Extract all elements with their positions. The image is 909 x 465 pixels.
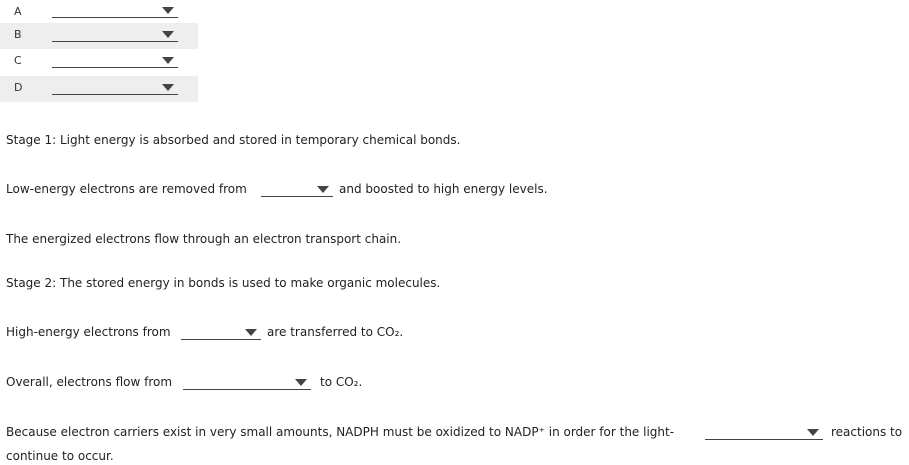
dropdown-a[interactable] [52,3,178,19]
stage2-sentence2-pre: Overall, electrons flow from [6,375,173,389]
stage2-sentence1-pre: High-energy electrons from [6,325,171,339]
chevron-down-icon [245,329,257,336]
chevron-down-icon [162,7,174,14]
dropdown-light-reactions[interactable] [705,425,823,441]
label-row-d [0,76,198,102]
dropdown-b[interactable] [52,27,178,43]
stage2-heading: Stage 2: The stored energy in bonds is used to make organic molecules. [6,276,441,290]
stage1-sentence1-pre: Low-energy electrons are removed from [6,182,247,196]
stage2-sentence2-post: to CO₂. [320,375,363,389]
row-letter: A [14,5,22,18]
stage2-sentence3-pre: Because electron carriers exist in very small amounts, NADPH must be oxidized to NADP⁺ in order for the light- [6,425,675,439]
stage2-sentence3-line2: continue to occur. [6,449,114,463]
row-letter: D [14,81,23,94]
dropdown-flow-from[interactable] [183,375,311,391]
dropdown-c[interactable] [52,53,178,69]
stage2-sentence1-post: are transferred to CO₂. [267,325,404,339]
chevron-down-icon [162,31,174,38]
dropdown-d[interactable] [52,80,178,96]
dropdown-removed-from[interactable] [261,182,333,198]
stage1-sentence1-post: and boosted to high energy levels. [339,182,548,196]
stage1-sentence2: The energized electrons flow through an electron transport chain. [6,232,402,246]
chevron-down-icon [317,186,329,193]
stage2-sentence3-post: reactions to [831,425,903,439]
label-row-b [0,23,198,49]
row-letter: B [14,28,22,41]
chevron-down-icon [162,84,174,91]
chevron-down-icon [162,57,174,64]
stage1-heading: Stage 1: Light energy is absorbed and stored in temporary chemical bonds. [6,133,461,147]
chevron-down-icon [807,429,819,436]
chevron-down-icon [295,379,307,386]
row-letter: C [14,54,22,67]
dropdown-electrons-from[interactable] [181,325,261,341]
label-row-c [0,49,198,75]
